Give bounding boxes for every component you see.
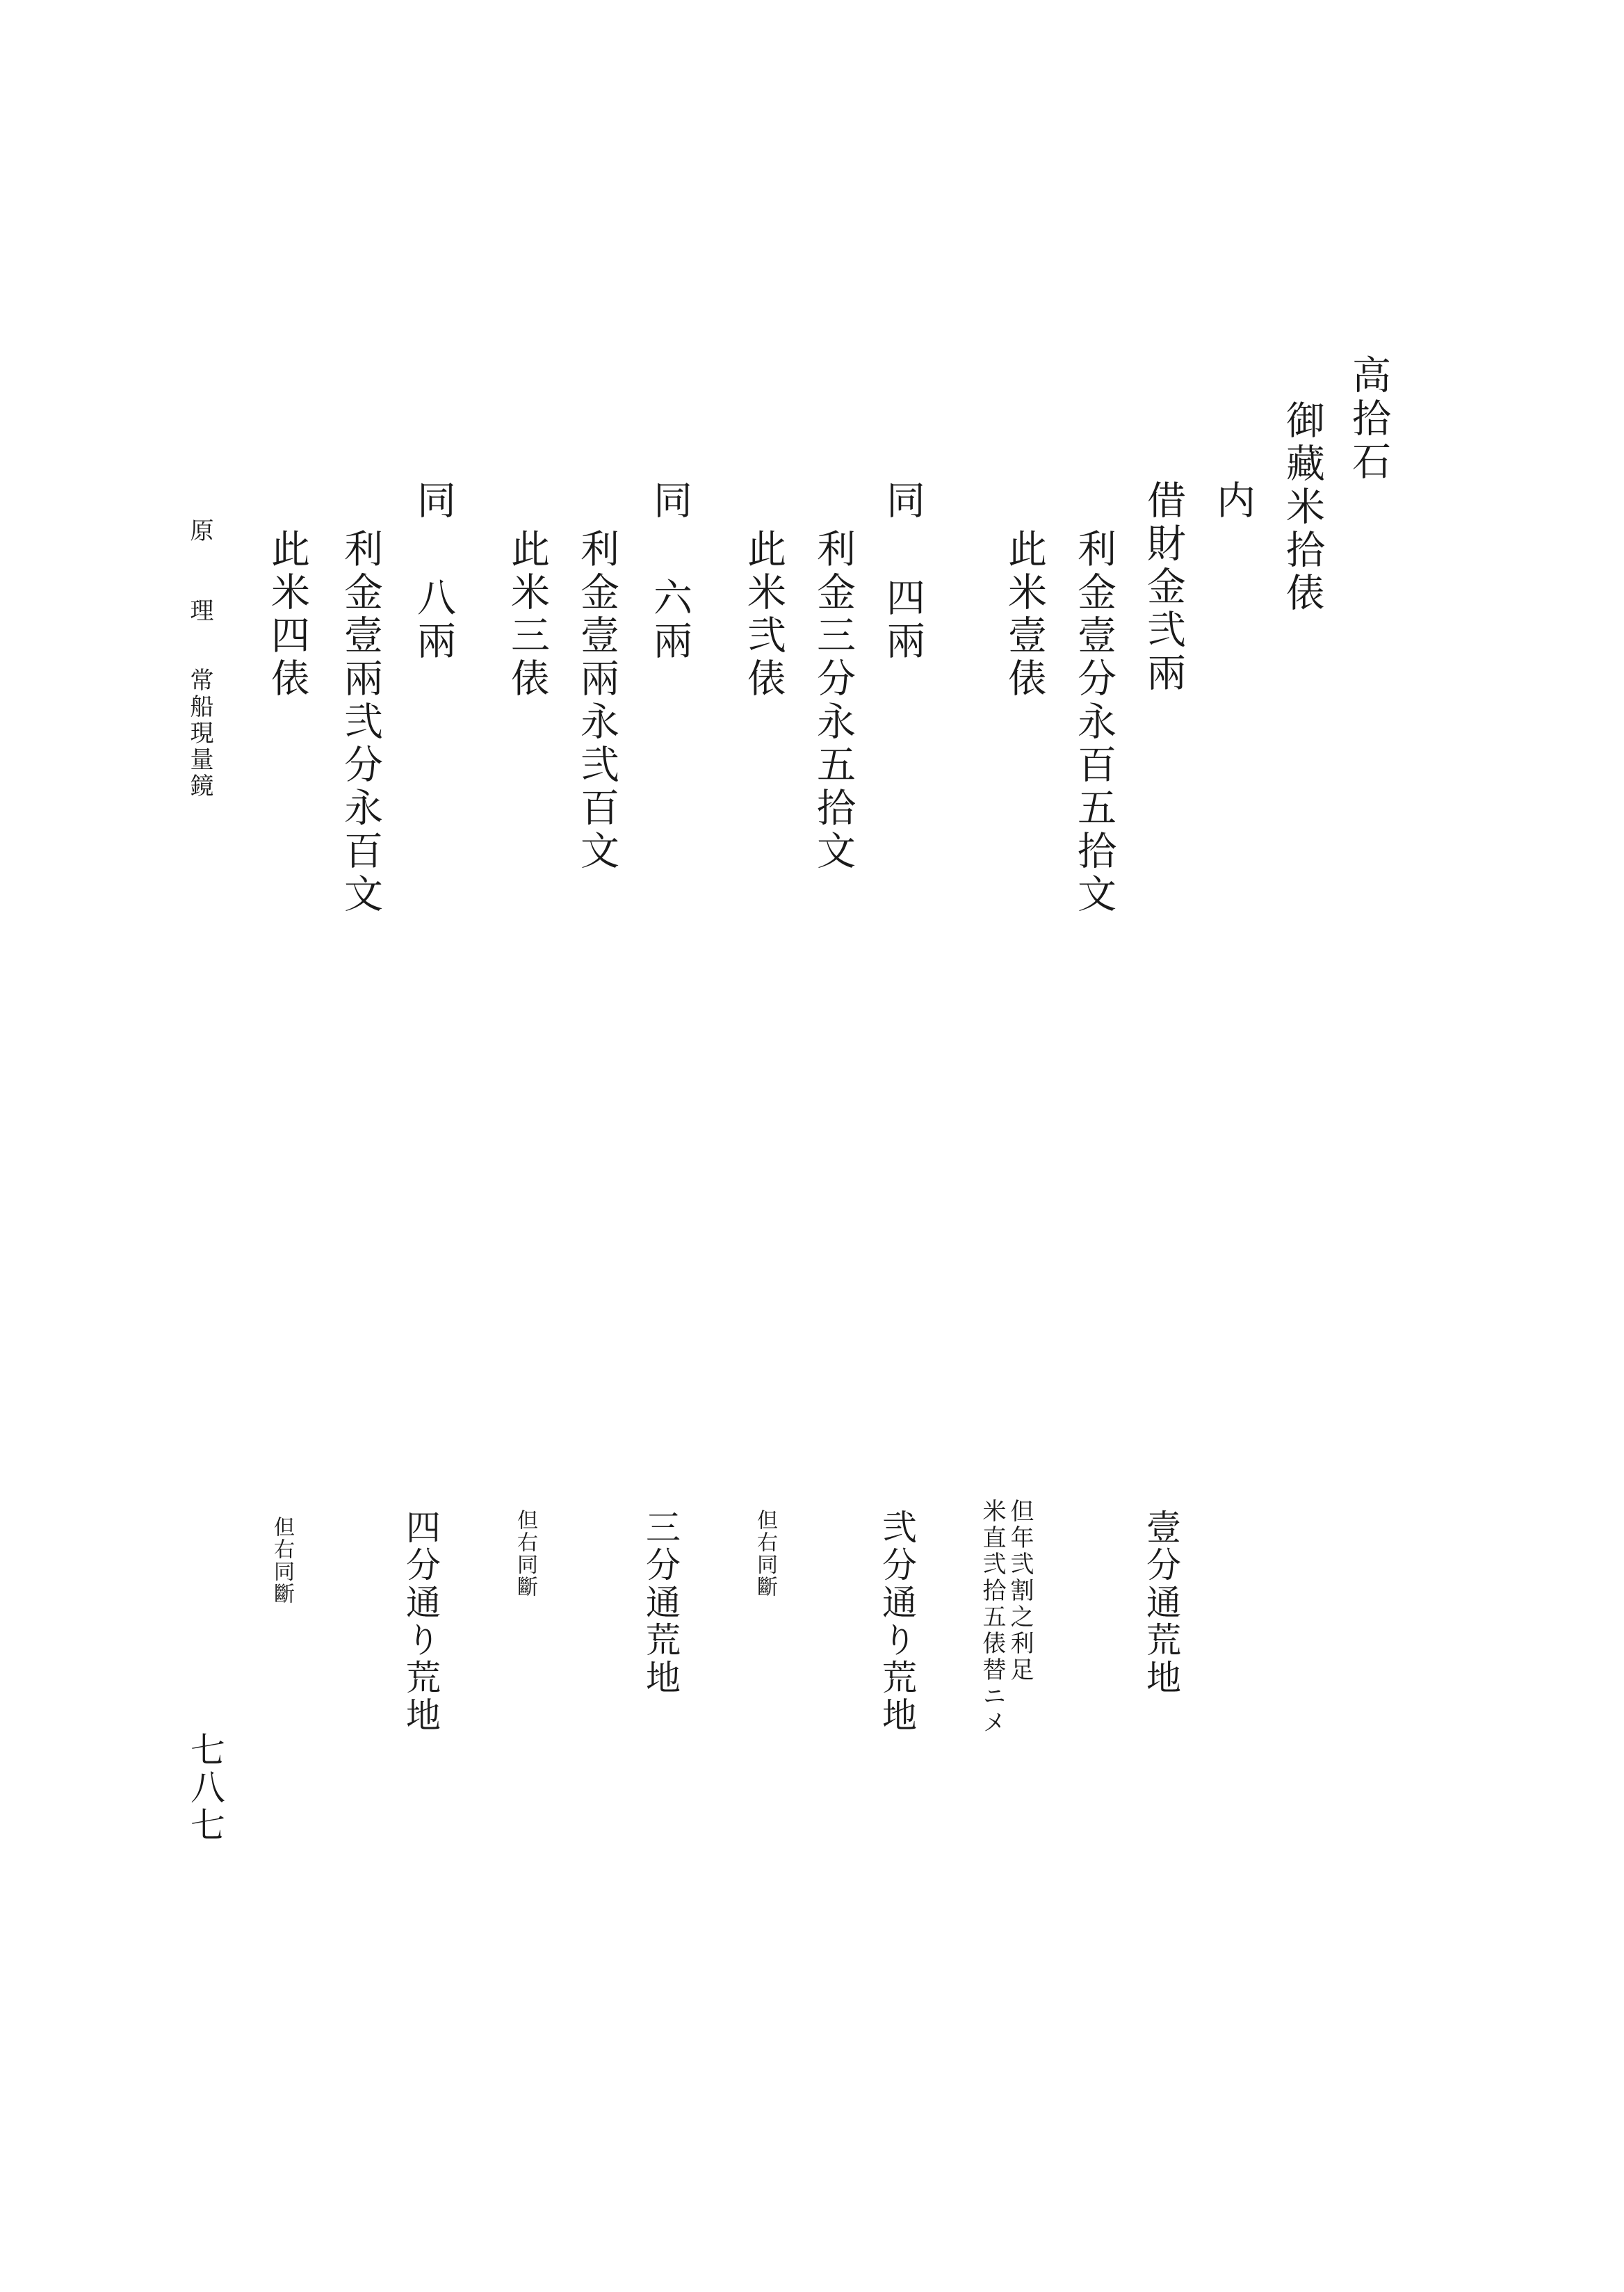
note-same-1: 但右同斷 — [753, 1509, 777, 1598]
note-same-3: 但右同斷 — [270, 1516, 294, 1605]
source-title: 常船現量鏡 — [186, 668, 213, 800]
note-interest-line-1: 但年弐割之利足 — [1006, 1499, 1034, 1684]
same-label-4: 同 — [880, 480, 925, 523]
same-label-8: 同 — [411, 480, 456, 523]
wasteland-line-4: 四分通り荒地 — [400, 1509, 441, 1734]
note-same-2: 但右同斷 — [513, 1509, 537, 1598]
debt-line: 借財金弐兩 — [1141, 480, 1186, 695]
heading-takashi: 高拾石 — [1346, 355, 1391, 484]
interest-line-3: 利金壹兩永弐百文 — [574, 528, 619, 873]
note-interest — [980, 1499, 1032, 1736]
wasteland-line-2: 弐分通り荒地 — [877, 1509, 917, 1734]
okura-rice-line: 御藏米拾俵 — [1280, 400, 1325, 615]
uchi-label: 内 — [1210, 480, 1256, 523]
source-char-gen: 原 — [186, 518, 213, 544]
amount-4ryo: 四兩 — [880, 577, 925, 663]
interest-line-4: 利金壹兩弐分永百文 — [338, 528, 383, 917]
page-number: 七八七 — [185, 1732, 225, 1844]
amount-6ryo: 六兩 — [647, 577, 692, 663]
interest-line-1: 利金壹分永百五拾文 — [1071, 528, 1116, 917]
amount-8ryo: 八兩 — [411, 577, 456, 663]
wasteland-line-1: 壹分通荒地 — [1141, 1509, 1181, 1697]
rice-line-4: 此米四俵 — [265, 528, 310, 701]
rice-line-1: 此米壹俵 — [1002, 528, 1047, 701]
note-interest-line-2: 米直弐拾五俵替ニメ — [978, 1499, 1006, 1736]
rice-line-2: 此米弐俵 — [741, 528, 786, 701]
source-char-ri: 理 — [186, 598, 213, 624]
rice-line-3: 此米三俵 — [505, 528, 550, 701]
wasteland-line-3: 三分通荒地 — [640, 1509, 681, 1697]
interest-line-2: 利金三分永五拾文 — [811, 528, 856, 873]
same-label-6: 同 — [647, 480, 692, 523]
